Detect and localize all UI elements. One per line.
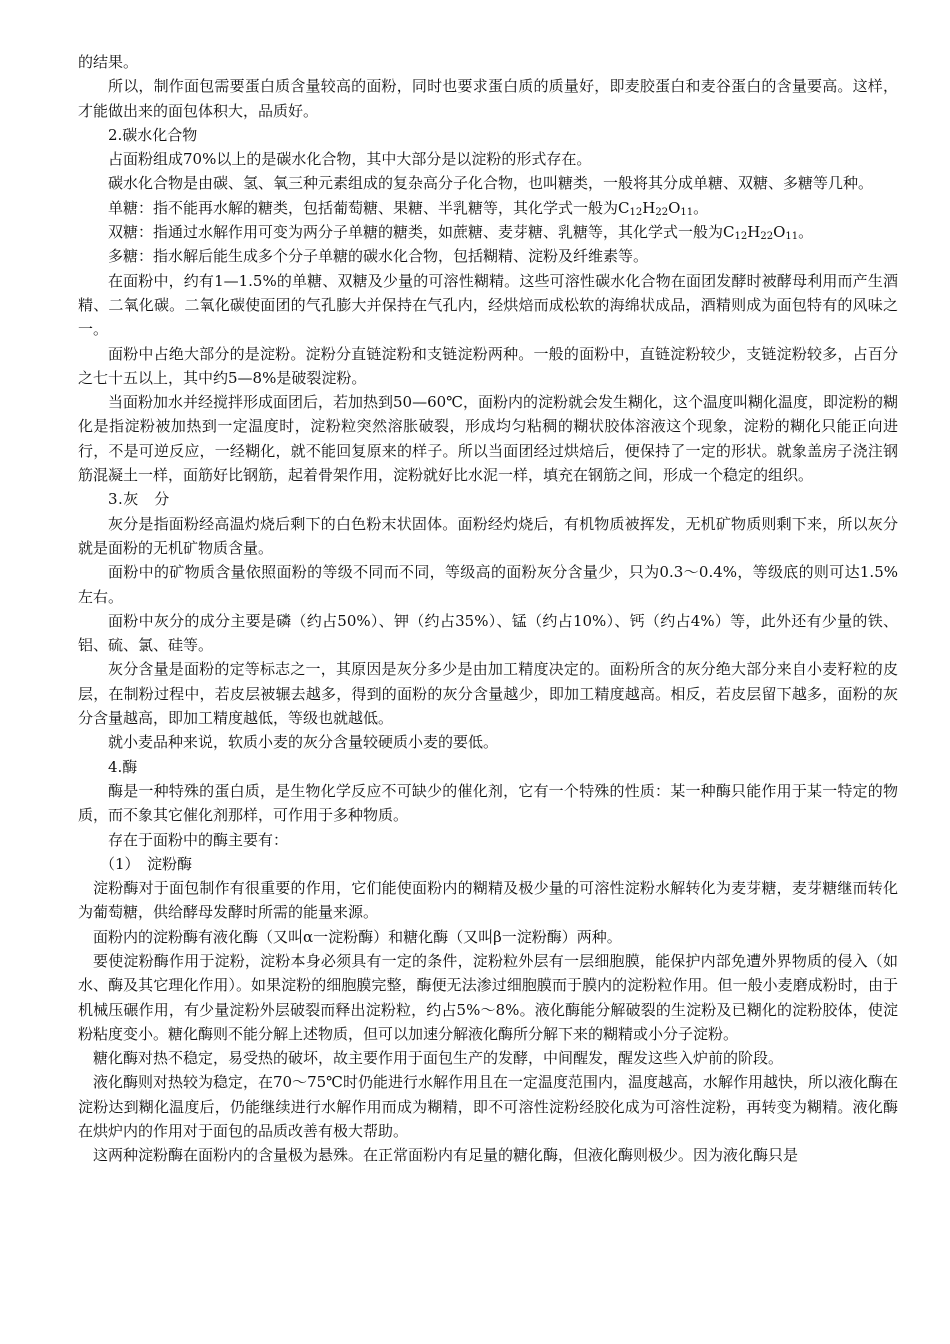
paragraph: 多糖：指水解后能生成多个分子单糖的碳水化合物，包括糊精、淀粉及纤维素等。	[108, 247, 649, 266]
paragraph: 就小麦品种来说，软质小麦的灰分含量较硬质小麦的要低。	[108, 733, 499, 752]
chemical-formula: $C_{12}H_{22}O_{11}$	[618, 198, 694, 218]
paragraph: 要使淀粉酶作用于淀粉，淀粉本身必须具有一定的条件，淀粉粒外层有一层细胞膜，能保护内部免遭外界物质的侵入（如水、酶及其它理化作用）。如果淀粉的细胞膜完整，酶便无法渗过细胞膜而于膜内的淀粉粒作用。但一般小麦磨成粉时，由于机械压碾作用，有少量淀粉外层破裂而释出淀粉粒，约占5%～8%。液化酶能分解破裂的生淀粉及已糊化的淀粉胶体，使淀粉粘度变小。糖化酶则不能分解上述物质，但可以加速分解液化酶所分解下来的糊精或小分子淀粉。	[78, 951, 898, 1043]
section-heading: 3.灰 分	[108, 490, 170, 509]
section-heading: 4.酶	[108, 757, 138, 776]
paragraph: 酶是一种特殊的蛋白质，是生物化学反应不可缺少的催化剂，它有一个特殊的性质：某一种酶只能作用于某一特定的物质，而不象其它催化剂那样，可作用于多种物质。	[78, 781, 898, 825]
subsection-heading: （1） 淀粉酶	[100, 854, 193, 873]
paragraph: 面粉中的矿物质含量依照面粉的等级不同而不同，等级高的面粉灰分含量少，只为0.3～0.4%，等级底的则可达1.5%左右。	[78, 563, 898, 606]
paragraph: 占面粉组成70%以上的是碳水化合物，其中大部分是以淀粉的形式存在。	[108, 150, 592, 169]
paragraph: 面粉中占绝大部分的是淀粉。淀粉分直链淀粉和支链淀粉两种。一般的面粉中，直链淀粉较少，支链淀粉较多，占百分之七十五以上，其中约5—8%是破裂淀粉。	[78, 344, 898, 387]
paragraph: 的结果。	[78, 53, 139, 71]
paragraph: 灰分含量是面粉的定等标志之一，其原因是灰分多少是由加工精度决定的。面粉所含的灰分绝大部分来自小麦籽粒的皮层，在制粉过程中，若皮层被辗去越多，得到的面粉的灰分含量越少，即加工精度越高。相反，若皮层留下越多，面粉的灰分含量越高，即加工精度越低，等级也就越低。	[78, 660, 898, 728]
section-heading: 2.碳水化合物	[108, 125, 198, 144]
paragraph: 当面粉加水并经搅拌形成面团后，若加热到50—60℃，面粉内的淀粉就会发生糊化，这个温度叫糊化温度，即淀粉的糊化是指淀粉被加热到一定温度时，淀粉粒突然溶胀破裂，形成均匀粘稠的糊状胶体溶液这个现象，淀粉的糊化只能正向进行，不是可逆反应，一经糊化，就不能回复原来的样子。所以当面团经过烘焙后，便保持了一定的形状。就象盖房子浇注钢筋混凝土一样，面筋好比钢筋，起着骨架作用，淀粉就好比水泥一样，填充在钢筋之间，形成一个稳定的组织。	[78, 393, 898, 485]
paragraph: 碳水化合物是由碳、氢、氧三种元素组成的复杂高分子化合物，也叫糖类，一般将其分成单糖、双糖、多糖等几种。	[108, 174, 874, 193]
chemical-formula: $C_{12}H_{22}O_{11}$	[723, 223, 799, 243]
paragraph: 面粉中灰分的成分主要是磷（约占50%）、钾（约占35%）、锰（约占10%）、钙（约占4%）等，此外还有少量的铁、铝、硫、氯、硅等。	[78, 611, 898, 655]
paragraph-disaccharide: 双糖：指通过水解作用可变为两分子单糖的糖类，如蔗糖、麦芽糖、乳糖等，其化学式一般为$C_{12}H_{22}O_{11}$。	[108, 223, 814, 243]
paragraph: 淀粉酶对于面包制作有很重要的作用，它们能使面粉内的糊精及极少量的可溶性淀粉水解转化为麦芽糖，麦芽糖继而转化为葡萄糖，供给酵母发酵时所需的能量来源。	[78, 879, 898, 922]
paragraph: 面粉内的淀粉酶有液化酶（又叫α一淀粉酶）和糖化酶（又叫β一淀粉酶）两种。	[93, 927, 622, 946]
paragraph: 液化酶则对热较为稳定，在70～75℃时仍能进行水解作用且在一定温度范围内，温度越高，水解作用越快，所以液化酶在淀粉达到糊化温度后，仍能继续进行水解作用而成为糊精，即不可溶性淀粉经胶化成为可溶性淀粉，再转变为糊精。液化酶在烘炉内的作用对于面包的品质改善有极大帮助。	[78, 1073, 898, 1141]
paragraph: 这两种淀粉酶在面粉内的含量极为悬殊。在正常面粉内有足量的糖化酶，但液化酶则极少。因为液化酶只是	[93, 1146, 799, 1165]
paragraph: 存在于面粉中的酶主要有：	[108, 830, 289, 849]
paragraph-monosaccharide: 单糖：指不能再水解的糖类，包括葡萄糖、果糖、半乳糖等，其化学式一般为$C_{12}H_{22}O_{11}$。	[108, 198, 709, 218]
paragraph: 所以，制作面包需要蛋白质含量较高的面粉，同时也要求蛋白质的质量好，即麦胶蛋白和麦谷蛋白的含量要高。这样，才能做出来的面包体积大，品质好。	[78, 77, 898, 120]
paragraph: 糖化酶对热不稳定，易受热的破坏，故主要作用于面包生产的发酵，中间醒发，醒发这些入炉前的阶段。	[93, 1049, 784, 1068]
paragraph: 在面粉中，约有1—1.5%的单糖、双糖及少量的可溶性糊精。这些可溶性碳水化合物在面团发酵时被酵母利用而产生酒精、二氧化碳。二氧化碳使面团的气孔膨大并保持在气孔内，经烘焙而成松软的海绵状成品，酒精则成为面包特有的风味之一。	[78, 271, 898, 339]
paragraph: 灰分是指面粉经高温灼烧后剩下的白色粉末状固体。面粉经灼烧后，有机物质被挥发，无机矿物质则剩下来，所以灰分就是面粉的无机矿物质含量。	[78, 514, 898, 557]
